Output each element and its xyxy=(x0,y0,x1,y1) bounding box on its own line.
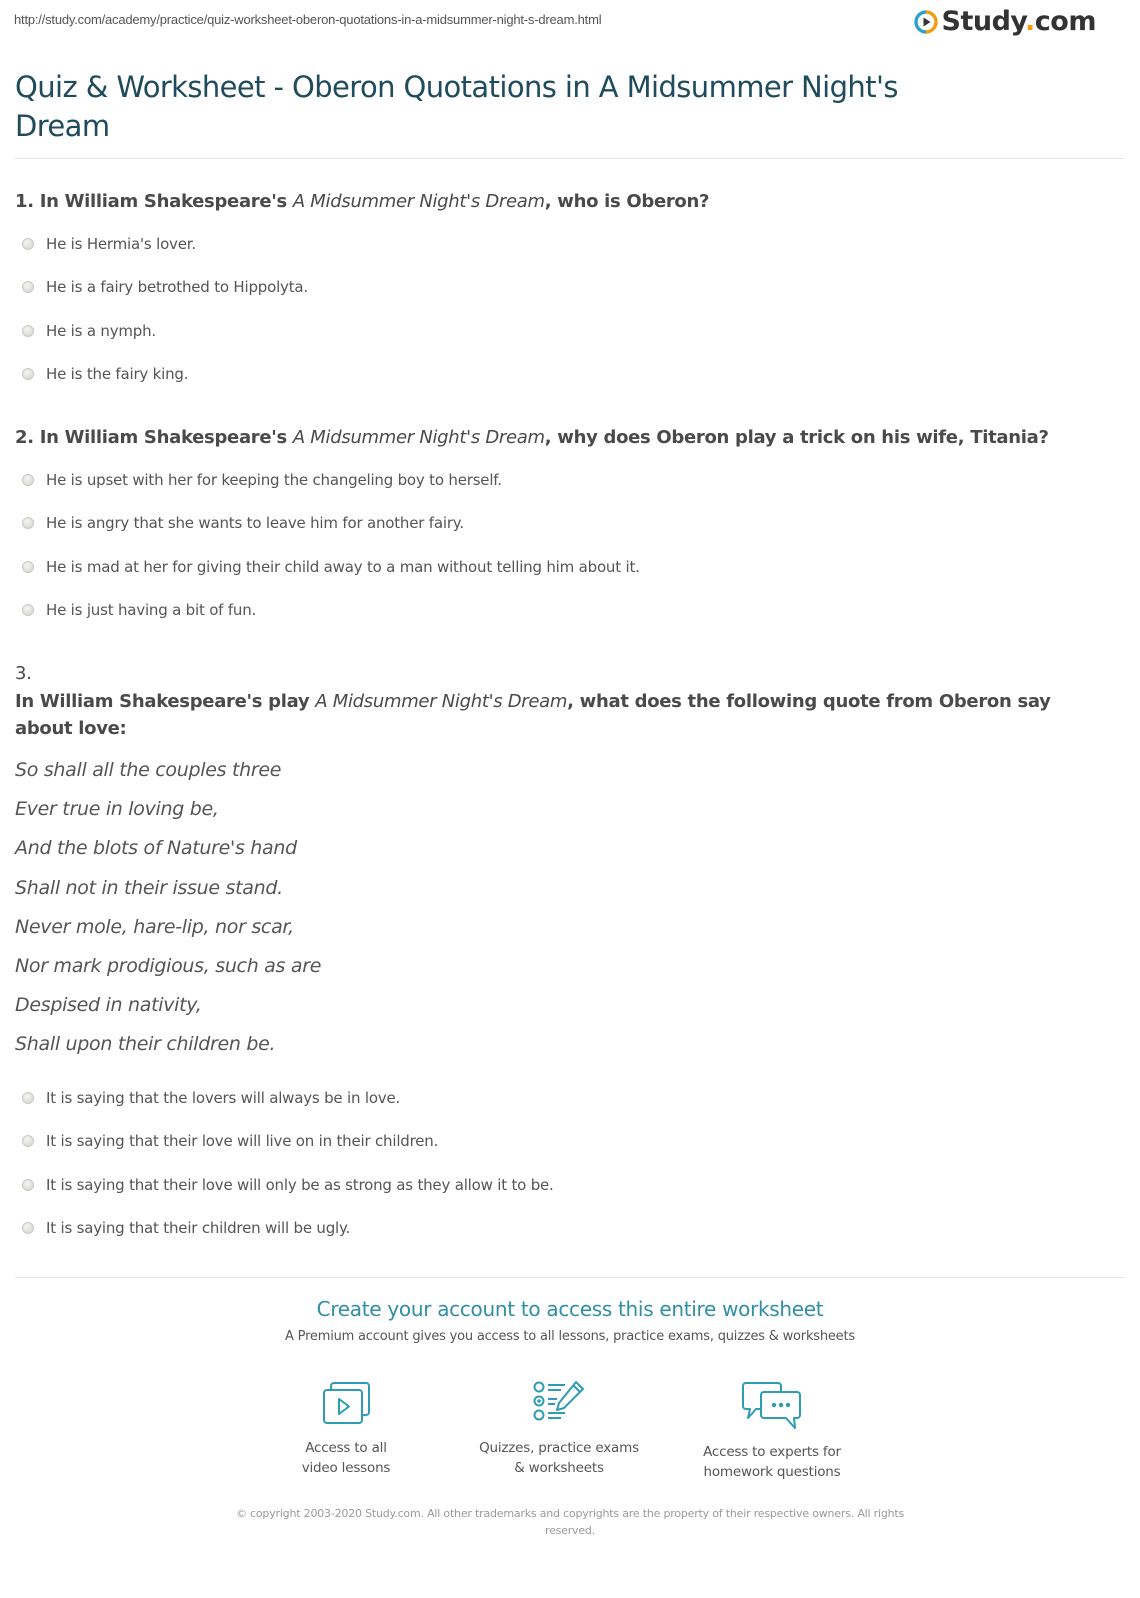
answer-option[interactable]: He is mad at her for giving their child away to a man without telling him about it. xyxy=(22,545,640,589)
quote-line: So shall all the couples three xyxy=(15,759,282,781)
question-3: In William Shakespeare's play A Midsummer Night's Dream, what does the following quote from Oberon say about love: xyxy=(15,691,1051,739)
quote-line: Never mole, hare-lip, nor scar, xyxy=(15,915,294,938)
feature-experts xyxy=(672,1380,872,1482)
radio-button[interactable] xyxy=(22,368,34,380)
question-1: 1. In William Shakespeare's A Midsummer Night's Dream, who is Oberon? xyxy=(15,191,710,212)
answer-option[interactable]: He is the fairy king. xyxy=(22,353,308,397)
feature-label: Access to all video lessons xyxy=(301,1440,391,1476)
chat-bubbles-icon xyxy=(740,1380,804,1432)
answer-option[interactable]: He is Hermia's lover. xyxy=(22,222,308,266)
cta-title[interactable]: Create your account to access this entire worksheet xyxy=(316,1297,824,1321)
cta-subtitle: A Premium account gives you access to all lessons, practice exams, quizzes & worksheets xyxy=(285,1329,855,1344)
radio-button[interactable] xyxy=(22,1179,34,1191)
answer-option[interactable]: He is just having a bit of fun. xyxy=(22,589,640,633)
video-lessons-icon xyxy=(318,1380,374,1428)
answer-option[interactable]: It is saying that their children will be ugly. xyxy=(22,1207,554,1251)
page-title: Quiz & Worksheet - Oberon Quotations in A Midsummer Night's Dream xyxy=(15,70,898,143)
radio-button[interactable] xyxy=(22,1135,34,1147)
radio-button[interactable] xyxy=(22,1222,34,1234)
question-3-number: 3. xyxy=(15,663,32,684)
feature-label: Quizzes, practice exams & worksheets xyxy=(479,1440,639,1476)
divider xyxy=(15,1277,1125,1278)
quote-line: Despised in nativity, xyxy=(15,994,202,1017)
quote-line: Shall upon their children be. xyxy=(15,1033,276,1056)
play-circle-icon xyxy=(914,10,938,34)
answer-option[interactable]: It is saying that their love will only be as strong as they allow it to be. xyxy=(22,1163,554,1207)
study-logo[interactable] xyxy=(914,6,1097,37)
radio-button[interactable] xyxy=(22,517,34,529)
quote-line: Ever true in loving be, xyxy=(15,798,219,821)
question-2-options xyxy=(22,458,640,632)
feature-video-lessons xyxy=(246,1380,446,1478)
radio-button[interactable] xyxy=(22,604,34,616)
question-2: 2. In William Shakespeare's A Midsummer Night's Dream, why does Oberon play a trick on his wife, Titania? xyxy=(15,427,1049,448)
quote-line: And the blots of Nature's hand xyxy=(15,837,297,860)
oberon-quote xyxy=(15,755,321,1069)
page-url: http://study.com/academy/practice/quiz-worksheet-oberon-quotations-in-a-midsummer-night-s-dream.html xyxy=(14,12,602,27)
radio-button[interactable] xyxy=(22,281,34,293)
quote-line: Nor mark prodigious, such as are xyxy=(15,954,322,977)
logo-text: Study.com xyxy=(941,6,1096,37)
feature-label: Access to experts for homework questions xyxy=(703,1444,841,1480)
divider xyxy=(15,158,1125,159)
copyright-notice: © copyright 2003-2020 Study.com. All other trademarks and copyrights are the property of their respective owners. All rights reserved. xyxy=(235,1507,905,1537)
answer-option[interactable]: He is angry that she wants to leave him for another fairy. xyxy=(22,502,640,546)
quiz-checklist-icon xyxy=(531,1380,587,1428)
quote-line: Shall not in their issue stand. xyxy=(15,876,283,899)
answer-option[interactable]: It is saying that the lovers will always be in love. xyxy=(22,1076,554,1120)
feature-quizzes xyxy=(459,1380,659,1478)
radio-button[interactable] xyxy=(22,474,34,486)
radio-button[interactable] xyxy=(22,238,34,250)
radio-button[interactable] xyxy=(22,561,34,573)
answer-option[interactable]: He is upset with her for keeping the changeling boy to herself. xyxy=(22,458,640,502)
radio-button[interactable] xyxy=(22,325,34,337)
answer-option[interactable]: He is a fairy betrothed to Hippolyta. xyxy=(22,266,308,310)
answer-option[interactable]: He is a nymph. xyxy=(22,309,308,353)
answer-option[interactable]: It is saying that their love will live on in their children. xyxy=(22,1120,554,1164)
question-1-options xyxy=(22,222,308,396)
radio-button[interactable] xyxy=(22,1092,34,1104)
question-3-options xyxy=(22,1076,554,1250)
